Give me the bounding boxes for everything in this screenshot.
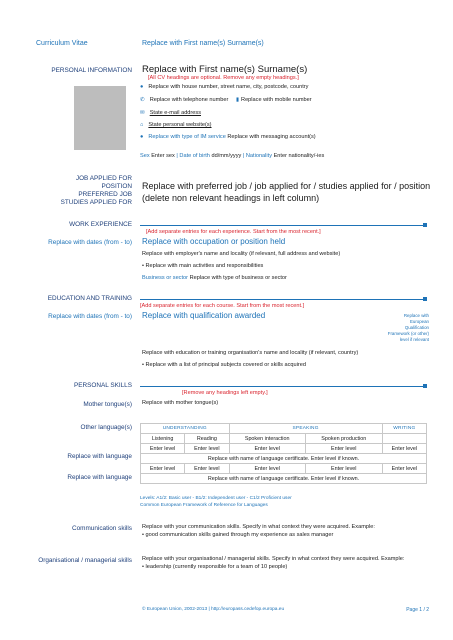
communication-bullet: • good communication skills gained through my experience as sales manager — [142, 532, 334, 538]
work-title: Replace with occupation or position held — [142, 237, 286, 246]
personal-details-line: Sex Enter sex | Date of birth dd/mm/yyyy | Nationality Enter nationality/-ies — [140, 153, 325, 159]
dob-value: dd/mm/yyyy — [211, 153, 242, 159]
email-text[interactable]: State e-mail address — [149, 110, 201, 116]
communication-block — [142, 523, 375, 539]
levels-legend — [140, 496, 292, 509]
language-row — [141, 464, 427, 474]
education-bullet: • Replace with a list of principal subjects covered or skills acquired — [142, 362, 306, 368]
work-employer: Replace with employer's name and locality (if relevant, full address and website) — [142, 251, 341, 257]
level-cell: Enter level — [305, 464, 382, 474]
email-line[interactable] — [140, 109, 201, 117]
section-label-skills: PERSONAL SKILLS — [73, 382, 132, 389]
interaction-header: Spoken interaction — [229, 434, 305, 444]
writing-header: WRITING — [382, 424, 426, 434]
work-divider — [140, 225, 426, 226]
reading-header: Reading — [185, 434, 229, 444]
phone-icon: ✆ — [140, 97, 145, 103]
phone-line — [140, 96, 312, 104]
section-label-education: EDUCATION AND TRAINING — [47, 295, 132, 302]
work-bullet: • Replace with main activities and responsibilities — [142, 263, 264, 269]
cv-header-name: Replace with First name(s) Surname(s) — [142, 40, 264, 47]
sex-label: Sex — [140, 153, 150, 159]
organisational-label: Organisational / managerial skills — [38, 557, 132, 564]
language-row-label-2: Replace with language — [67, 474, 132, 481]
mobile-icon: ▮ — [235, 97, 240, 103]
nationality-value: Enter nationality/-ies — [273, 153, 325, 159]
level-cell: Enter level — [229, 464, 305, 474]
organisational-bullet: • leadership (currently responsible for a team of 10 people) — [142, 564, 288, 570]
im-value: Replace with messaging account(s) — [227, 134, 316, 140]
sex-value: Enter sex — [151, 153, 175, 159]
cv-header-left: Curriculum Vitae — [36, 40, 88, 47]
certificate-cell: Replace with name of language certificate. Enter level if known. — [141, 474, 427, 484]
website-text[interactable]: State personal website(s) — [148, 122, 212, 128]
section-label-work: WORK EXPERIENCE — [69, 221, 132, 228]
sector-label: Business or sector — [142, 275, 189, 281]
level-cell: Enter level — [305, 444, 382, 454]
full-name: Replace with First name(s) Surname(s) — [142, 64, 308, 75]
skills-divider-end — [423, 384, 427, 388]
organisational-text: Replace with your organisational / managerial skills. Specify in what context they were acquired. Example: — [142, 556, 405, 562]
phone-text: Replace with telephone number — [149, 97, 229, 103]
level-cell: Enter level — [141, 444, 185, 454]
communication-text: Replace with your communication skills. Specify in what context they were acquired. Example: — [142, 524, 375, 530]
level-cell: Enter level — [382, 464, 426, 474]
certificate-cell: Replace with name of language certificate. Enter level if known. — [141, 454, 427, 464]
work-divider-end — [423, 223, 427, 227]
dob-label: Date of birth — [179, 153, 210, 159]
email-icon: ✉ — [140, 110, 145, 116]
job-applied-text: Replace with preferred job / job applied for / studies applied for / position (delete non relevant headings in left column) — [142, 181, 431, 203]
language-header-row — [141, 424, 427, 434]
location-icon: ● — [140, 84, 144, 90]
level-cell: Enter level — [229, 444, 305, 454]
education-dates: Replace with dates (from - to) — [48, 313, 132, 320]
eqf-line-2: European — [409, 319, 429, 324]
work-sector — [142, 274, 287, 282]
certificate-row — [141, 474, 427, 484]
education-divider — [140, 299, 426, 300]
address-line — [140, 83, 308, 91]
level-cell: Enter level — [185, 444, 229, 454]
eqf-level — [388, 313, 429, 343]
mother-tongue-label: Mother tongue(s) — [83, 401, 132, 408]
job-label-2: POSITION — [101, 183, 132, 190]
chat-icon: ● — [140, 134, 144, 140]
eqf-line-4: Framework (or other) — [387, 331, 429, 336]
globe-icon: ⌂ — [140, 122, 144, 128]
education-org: Replace with education or training organisation's name and locality (if relevant, country) — [142, 350, 359, 356]
address-text: Replace with house number, street name, city, postcode, country — [148, 84, 309, 90]
mother-tongue-value: Replace with mother tongue(s) — [142, 400, 219, 406]
section-label-job — [61, 175, 132, 207]
speaking-header: SPEAKING — [229, 424, 382, 434]
footer-copyright[interactable]: © European Union, 2002-2013 | http://europass.cedefop.europa.eu — [142, 607, 285, 612]
level-cell: Enter level — [382, 444, 426, 454]
skills-note: [Remove any headings left empty.] — [182, 390, 268, 396]
language-subheader-row — [141, 434, 427, 444]
level-cell: Enter level — [185, 464, 229, 474]
other-languages-label: Other language(s) — [80, 424, 132, 431]
level-cell: Enter level — [141, 464, 185, 474]
nationality-label: Nationality — [245, 153, 273, 159]
section-label-personal: PERSONAL INFORMATION — [51, 67, 132, 74]
communication-label: Communication skills — [71, 525, 132, 532]
work-note: [Add separate entries for each experience. Start from the most recent.] — [146, 229, 321, 235]
sector-value: Replace with type of business or sector — [189, 275, 287, 281]
listening-header: Listening — [141, 434, 185, 444]
education-note: [Add separate entries for each course. Start from the most recent.] — [140, 303, 305, 309]
language-row-label-1: Replace with language — [67, 453, 132, 460]
certificate-row — [141, 454, 427, 464]
job-label-4: STUDIES APPLIED FOR — [60, 199, 132, 206]
organisational-block — [142, 555, 432, 571]
website-line[interactable] — [140, 121, 212, 129]
job-label-1: JOB APPLIED FOR — [75, 175, 132, 182]
im-line — [140, 133, 316, 141]
job-label-3: PREFERRED JOB — [78, 191, 132, 198]
mobile-text: Replace with mobile number — [241, 97, 312, 103]
work-dates: Replace with dates (from - to) — [48, 239, 132, 246]
education-divider-end — [423, 297, 427, 301]
production-header: Spoken production — [305, 434, 382, 444]
levels-text: Levels: A1/2: Basic user - B1/2: Independent user - C1/2 Proficient user — [140, 496, 292, 501]
eqf-line-1: Replace with — [403, 313, 429, 318]
im-label: Replace with type of IM service — [148, 134, 226, 140]
page-number: Page 1 / 2 — [406, 607, 429, 613]
cefr-text: Common European Framework of Reference for Languages — [140, 502, 268, 508]
personal-note: [All CV headings are optional. Remove any empty headings.] — [148, 75, 299, 81]
education-title: Replace with qualification awarded — [142, 311, 266, 320]
photo-placeholder — [74, 86, 126, 150]
writing-blank — [382, 434, 426, 444]
language-row — [141, 444, 427, 454]
language-table — [140, 423, 427, 484]
understanding-header: UNDERSTANDING — [141, 424, 230, 434]
skills-divider — [140, 386, 426, 387]
eqf-line-5: level if relevant — [399, 337, 429, 342]
eqf-line-3: Qualification — [404, 325, 429, 330]
